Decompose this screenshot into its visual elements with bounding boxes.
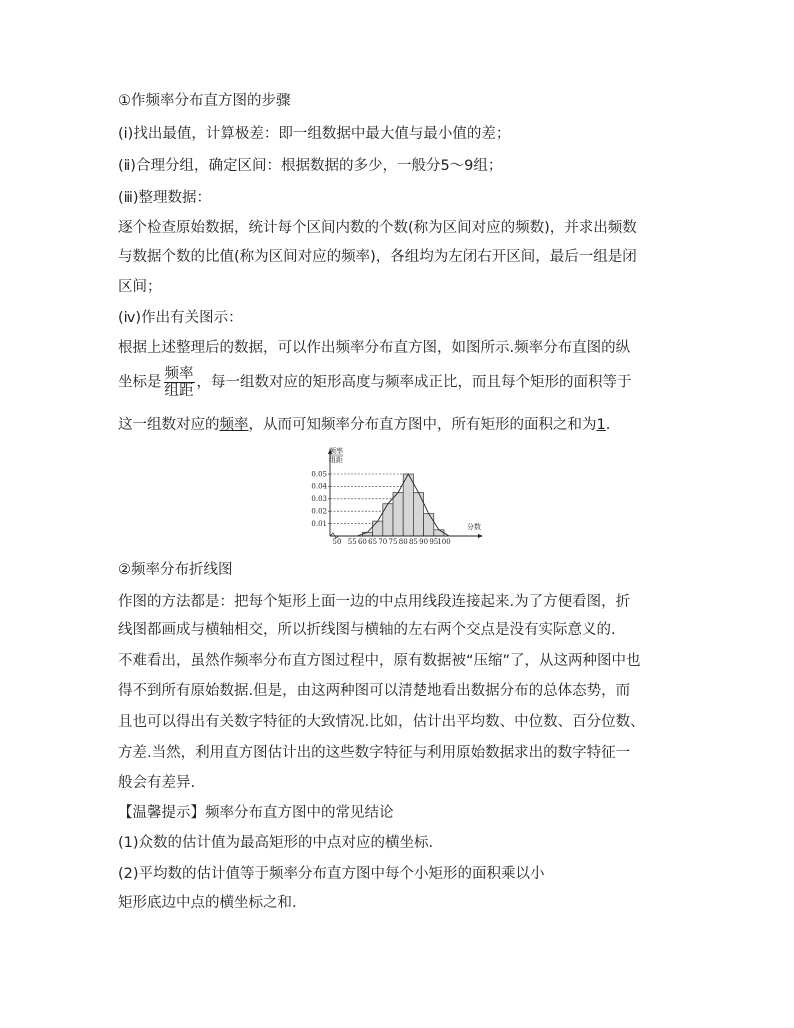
y-axis-label-numerator: 频率	[329, 447, 343, 455]
tip-item-2-cont: 矩形底边中点的横坐标之和.	[118, 895, 297, 911]
paragraph-line: 线图都画成与横轴相交，所以折线图与横轴的左右两个交点是没有实际意义的.	[118, 622, 616, 638]
tip-item-2: (2)平均数的估计值等于频率分布直方图中每个小矩形的面积乘以小	[118, 866, 545, 882]
underlined-term: 频率	[219, 417, 249, 433]
step-4: (ⅳ)作出有关图示：	[118, 310, 243, 326]
x-tick-label: 70	[378, 538, 388, 546]
x-axis-label: 分数	[467, 523, 481, 531]
paragraph-line: 逐个检查原始数据，统计每个区间内数的个数(称为区间对应的频数)，并求出频数	[118, 220, 637, 236]
histogram-bar	[424, 514, 434, 536]
paragraph-line: 区间；	[118, 279, 162, 295]
x-tick-label: 95	[429, 538, 439, 546]
tip-item-1: (1)众数的估计值为最高矩形的中点对应的横坐标.	[118, 835, 434, 851]
x-tick-label: 50	[332, 538, 342, 546]
tip-heading: 【温馨提示】频率分布直方图中的常见结论	[118, 805, 394, 821]
paragraph-line: 且也可以得出有关数字特征的大致情况.比如，估计出平均数、中位数、百分位数、	[118, 714, 645, 730]
text: 这一组数对应的	[118, 417, 220, 433]
paragraph-line	[118, 415, 610, 435]
x-tick-label: 55	[347, 538, 357, 546]
x-tick-label: 60	[357, 538, 367, 546]
x-axis-arrow-icon	[478, 534, 483, 538]
y-axis-label-denominator: 组距	[329, 456, 343, 464]
fraction	[164, 366, 195, 399]
text: 坐标是	[118, 374, 162, 391]
text: .	[605, 417, 611, 433]
fraction-denominator: 组距	[164, 383, 194, 399]
y-tick-label: 0.05	[311, 470, 327, 479]
histogram-bar	[434, 530, 444, 536]
y-tick-label: 0.04	[311, 482, 327, 491]
histogram-bar	[383, 504, 393, 536]
section2-heading: ②频率分布折线图	[118, 562, 233, 578]
paragraph-line: 作图的方法都是：把每个矩形上面一边的中点用线段连接起来.为了方便看图，折	[118, 594, 631, 610]
histogram-bar	[362, 532, 372, 536]
step-2: (ⅱ)合理分组，确定区间：根据数据的多少，一般分5～9组；	[118, 158, 503, 174]
x-tick-label: 80	[398, 538, 408, 546]
text: ，从而可知频率分布直方图中，所有矩形的面积之和为	[248, 417, 597, 433]
y-tick-label: 0.03	[311, 495, 327, 504]
x-tick-label: 90	[419, 538, 429, 546]
histogram-bar	[403, 474, 413, 536]
x-tick-label: 65	[368, 538, 378, 546]
x-tick-label: 100	[437, 538, 451, 546]
histogram-figure	[300, 446, 500, 550]
section1-heading: ①作频率分布直方图的步骤	[118, 93, 291, 109]
step-3: (ⅲ)整理数据：	[118, 190, 212, 206]
paragraph-line-fraction	[118, 366, 632, 399]
x-tick-label: 85	[408, 538, 418, 546]
paragraph-line: 般会有差异.	[118, 775, 196, 791]
histogram-bar	[393, 493, 403, 536]
paragraph-line: 方差.当然，利用直方图估计出的这些数字特征与利用原始数据求出的数字特征一	[118, 745, 631, 761]
fraction-numerator: 频率	[164, 366, 194, 382]
histogram-bar	[373, 521, 383, 536]
paragraph-line: 与数据个数的比值(称为区间对应的频率)，各组均为左闭右开区间，最后一组是闭	[118, 249, 637, 265]
y-tick-label: 0.01	[311, 519, 327, 528]
x-tick-label: 75	[388, 538, 398, 546]
paragraph-line: 得不到所有原始数据.但是，由这两种图可以清楚地看出数据分布的总体态势，而	[118, 683, 631, 699]
underlined-value: 1	[596, 417, 606, 433]
y-tick-label: 0.02	[311, 507, 327, 516]
step-1: (ⅰ)找出最值，计算极差：即一组数据中最大值与最小值的差；	[118, 126, 511, 142]
paragraph-line: 不难看出，虽然作频率分布直方图过程中，原有数据被“压缩”了，从这两种图中也	[118, 653, 641, 669]
paragraph-line: 根据上述整理后的数据，可以作出频率分布直方图，如图所示.频率分布直图的纵	[118, 340, 631, 356]
text: ，每一组数对应的矩形高度与频率成正比，而且每个矩形的面积等于	[196, 374, 632, 391]
